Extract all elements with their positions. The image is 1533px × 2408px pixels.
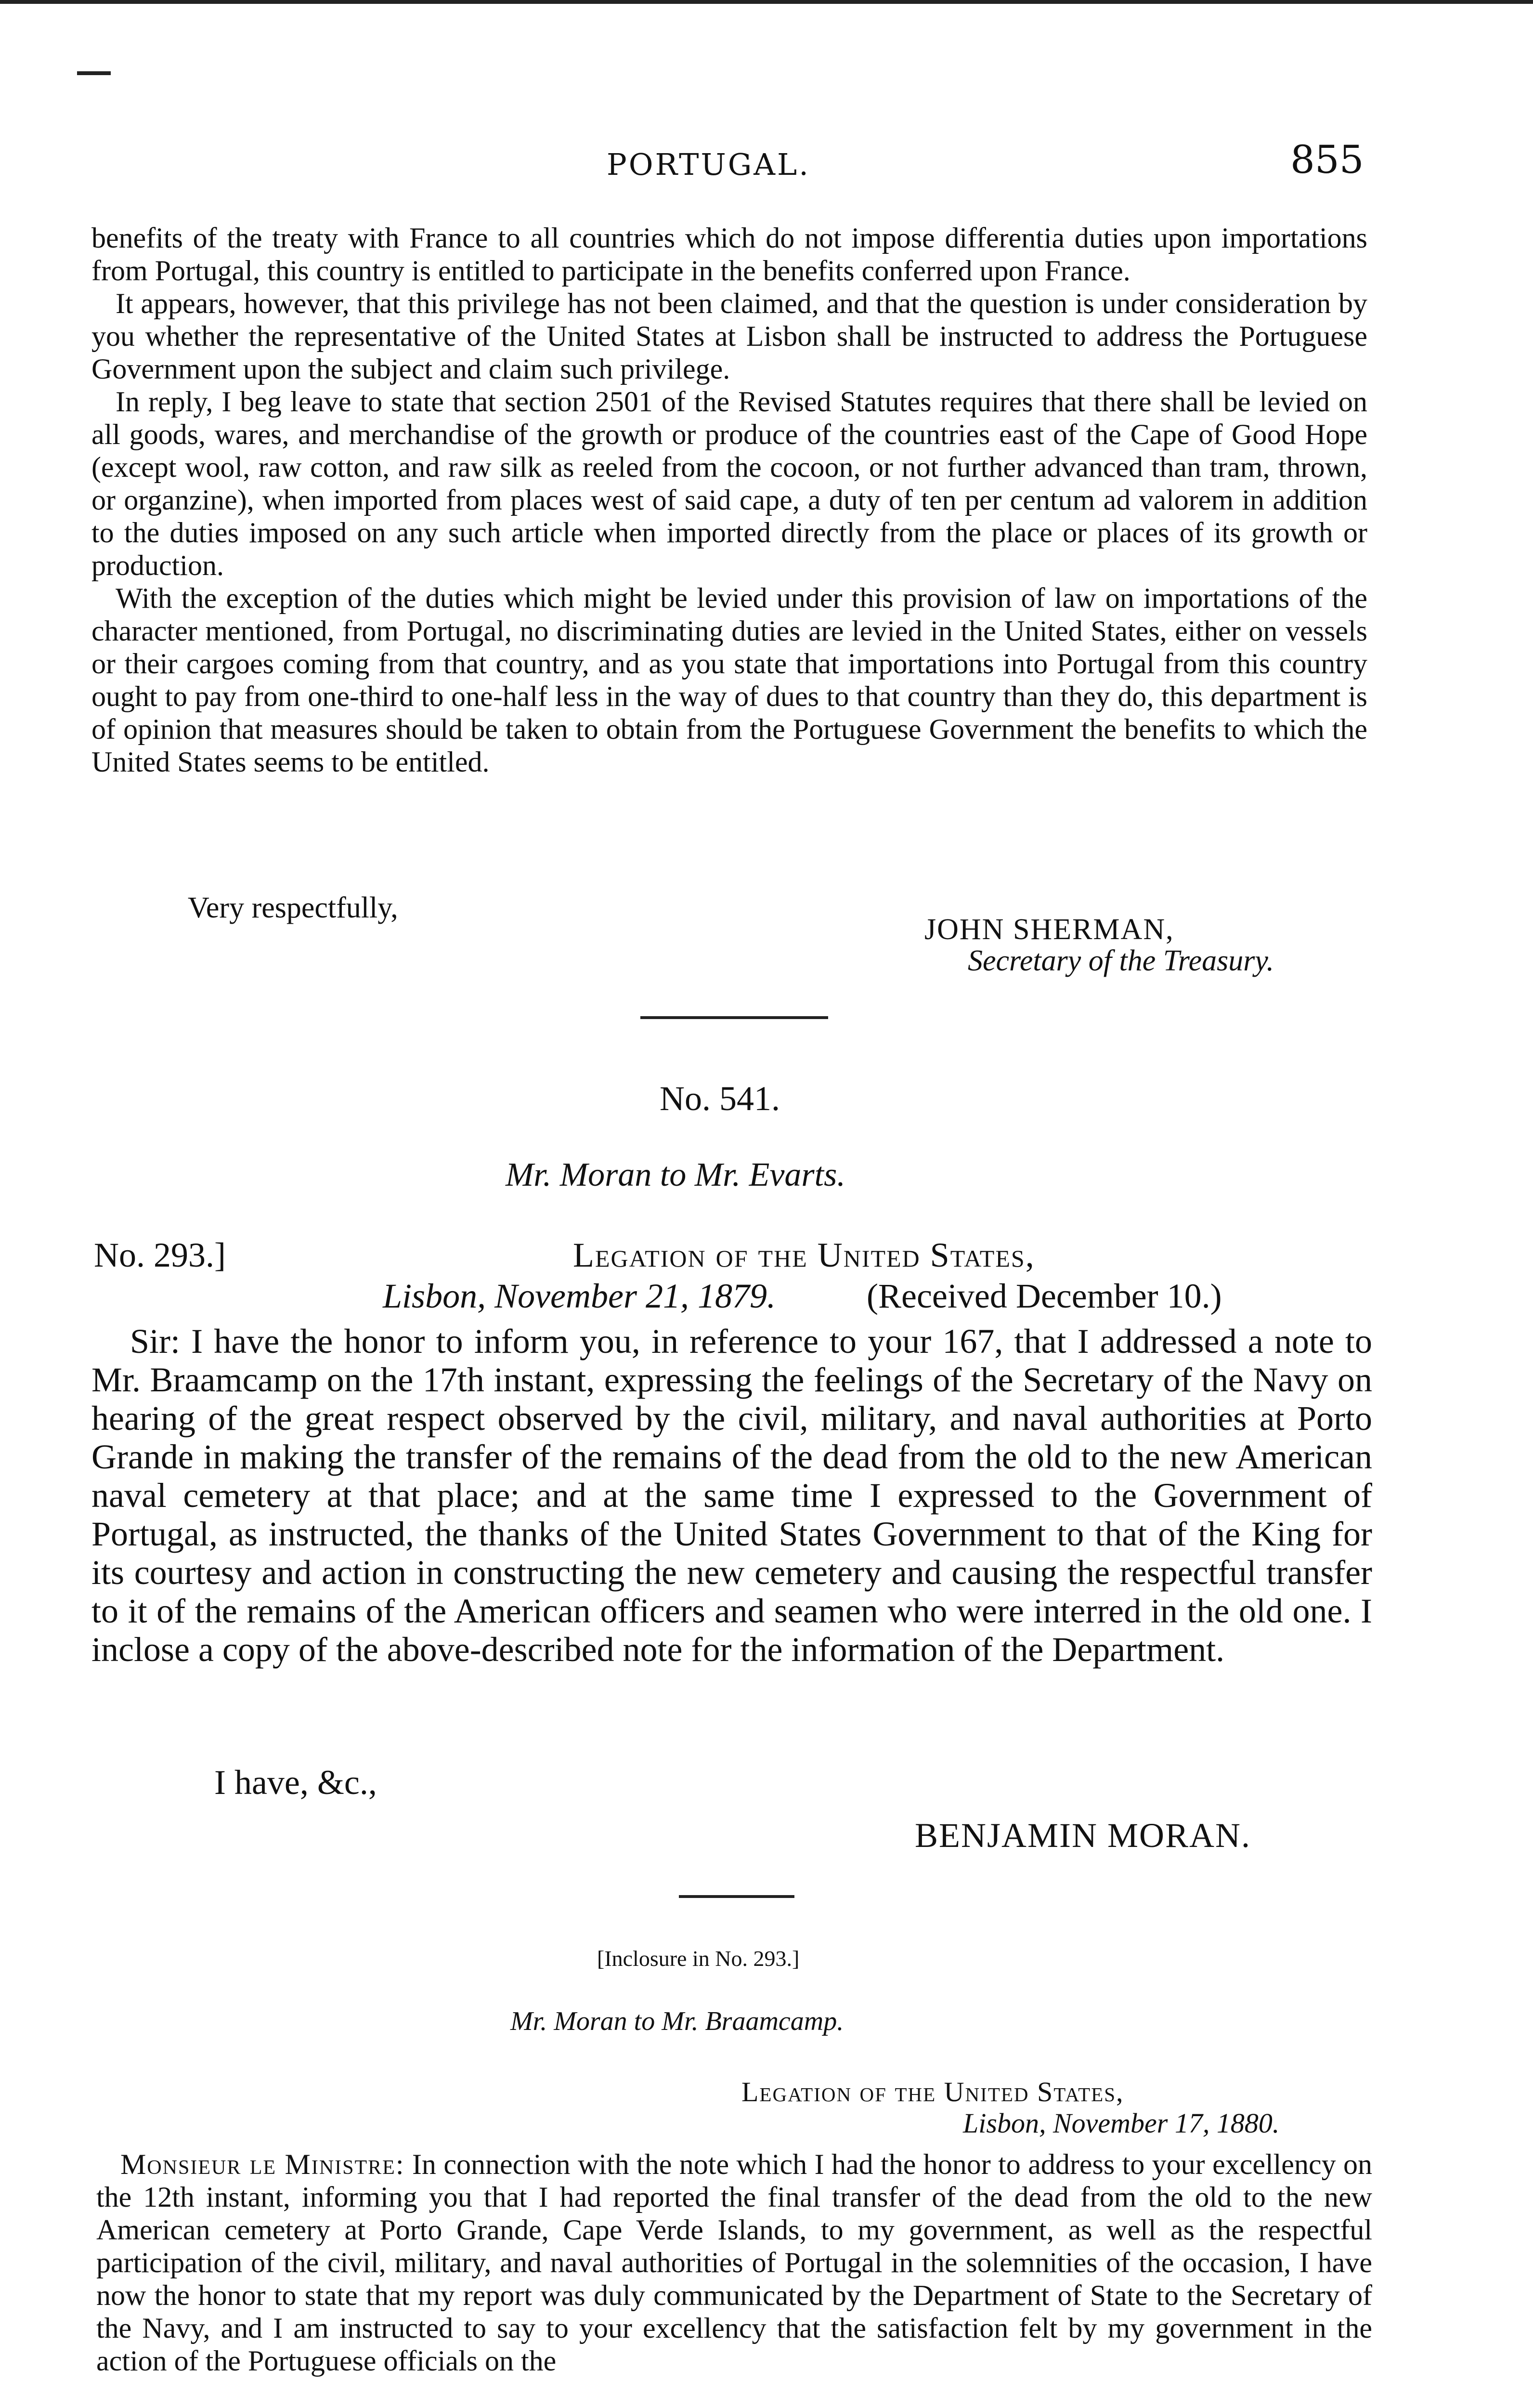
paragraph: With the exception of the duties which might be levied under this provision of law on importations of the character mentioned, from Portugal, no discriminating duties are levied in the United States, either on vessels or their cargoes coming from that country, and as you state that importations into Portugal from this country ought to pay from one-third to one-half less in the way of dues to that country than they do, this department is of opinion that measures should be taken to obtain from the Portuguese Government the benefits to which the United States seems to be entitled. [91, 582, 1367, 778]
salutation: Monsieur le Ministre: [120, 2148, 405, 2180]
running-title: PORTUGAL. [607, 147, 810, 182]
paragraph: benefits of the treaty with France to all countries which do not impose differentia duties upon importations from Portugal, this country is entitled to participate in the benefits conferred upon France. [91, 222, 1367, 287]
inclosure-text: In connection with the note which I had the honor to address to your excellency on the 12th instant, informing you that I had reported the final transfer of the dead from the old to the new American cemetery at Porto Grande, Cape Verde Islands, to my government, as well as the respectful participation of the civil, military, and naval authorities of Portugal in the solemnities of the occasion, I have now the honor to state that my report was duly communicated by the Department of State to the Secretary of the Navy, and I am instructed to say to your excellency that the satisfaction felt by my government in the action of the Portuguese officials on the [96, 2148, 1372, 2377]
section-divider [679, 1895, 794, 1898]
paragraph: In reply, I beg leave to state that section 2501 of the Revised Statutes requires that there shall be levied on all goods, wares, and merchandise of the growth or produce of the countries east of the Cape of Good Hope (except wool, raw cotton, and raw silk as reeled from the cocoon, or not further advanced than tram, thrown, or organzine), when imported from places west of said cape, a duty of ten per centum ad valorem in addition to the duties imposed on any such article when imported directly from the place or places of its growth or production. [91, 386, 1367, 581]
signer-title: Secretary of the Treasury. [968, 944, 1274, 977]
margin-mark [77, 71, 111, 75]
received-date: (Received December 10.) [867, 1277, 1222, 1315]
paragraph: Sir: I have the honor to inform you, in reference to your 167, that I addressed a note to Mr. Braamcamp on the 17th instant, expressing the feelings of the Secretary of the Navy on hearing of the great respect observed by the civil, military, and naval authorities at Porto Grande in making the transfer of the remains of the dead from the old to the new American naval cemetery at that place; and at the same time I expressed to the Government of Portugal, as instructed, the thanks of the United States Government to that of the King for its courtesy and action in constructing the new cemetery and causing the respectful transfer to it of the remains of the American officers and seamen who were interred in the old one. I inclose a copy of the above-described note for the information of the Department. [91, 1322, 1372, 1669]
place-date: Lisbon, November 21, 1879. [383, 1277, 776, 1315]
closing-phrase: Very respectfully, [188, 891, 398, 924]
paragraph: It appears, however, that this privilege has not been claimed, and that the question is under consideration by you whether the representative of the United States at Lisbon shall be instructed to address the Portuguese Government upon the subject and claim such privilege. [91, 288, 1367, 385]
dispatch-body [91, 1322, 1372, 1669]
dispatch-number: No. 293.] [94, 1236, 226, 1274]
document-subtitle: Mr. Moran to Mr. Evarts. [506, 1156, 845, 1193]
place-date: Lisbon, November 17, 1880. [963, 2107, 1280, 2139]
document-number: No. 541. [660, 1079, 780, 1118]
signer-name: BENJAMIN MORAN. [915, 1816, 1251, 1855]
page-number: 855 [1290, 137, 1364, 182]
inclosure-body [96, 2148, 1372, 2377]
legation-heading: Legation of the United States, [741, 2076, 1124, 2107]
inclosure-label: [Inclosure in No. 293.] [597, 1946, 800, 1971]
legation-heading: Legation of the United States, [573, 1236, 1035, 1274]
section-divider [640, 1016, 828, 1019]
top-rule [0, 0, 1533, 4]
closing-phrase: I have, &c., [214, 1763, 377, 1802]
top-letter-body [91, 222, 1367, 778]
signer-name: JOHN SHERMAN, [924, 913, 1174, 946]
inclosure-subtitle: Mr. Moran to Mr. Braamcamp. [510, 2006, 844, 2036]
paragraph [96, 2148, 1372, 2377]
